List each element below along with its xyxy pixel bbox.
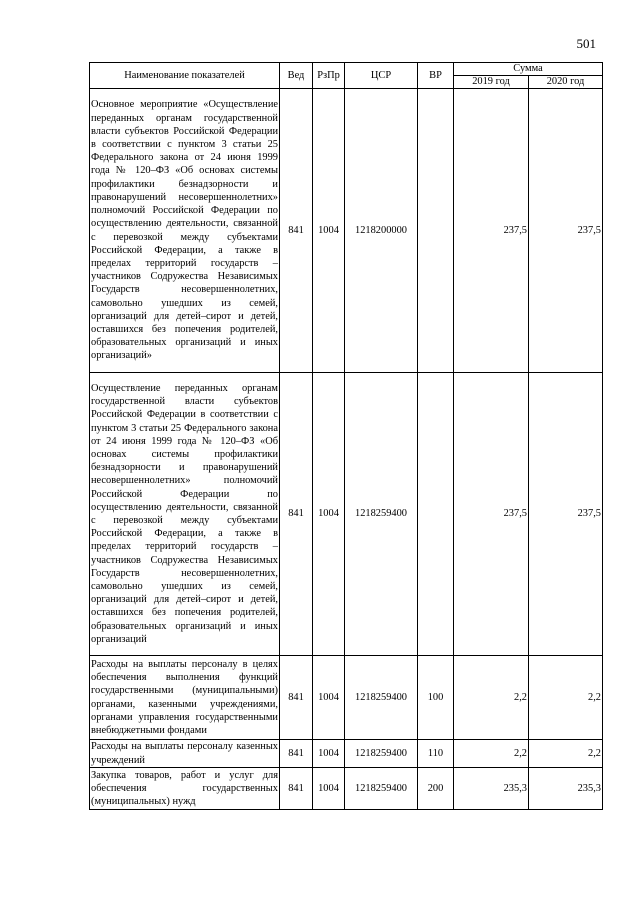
table-row [90,89,603,373]
row-ved: 841 [280,89,313,373]
header-name: Наименование показателей [90,63,280,89]
header-sum: Сумма [454,63,603,76]
row-ved: 841 [280,768,313,810]
row-vr [418,89,454,373]
row-ved: 841 [280,740,313,768]
table-row [90,768,603,810]
table-row [90,373,603,656]
row-sum-2019: 235,3 [454,768,529,810]
row-vr: 110 [418,740,454,768]
page-number: 501 [576,36,596,51]
row-ved: 841 [280,656,313,740]
header-year-2020: 2020 год [529,76,603,89]
header-ved: Вед [280,63,313,89]
row-sum-2020: 235,3 [529,768,603,810]
row-ved: 841 [280,373,313,656]
row-csr: 1218200000 [345,89,418,373]
row-rzpr: 1004 [313,656,345,740]
row-sum-2019: 2,2 [454,740,529,768]
row-rzpr: 1004 [313,768,345,810]
table-row [90,656,603,740]
row-csr: 1218259400 [345,768,418,810]
row-name: Расходы на выплаты персоналу в целях обеспечения выполнения функций государственными (муниципальными) органами, казенными учреждениями, органами управления государственными внебюджетными фондами [90,656,280,740]
header-rzpr: РзПр [313,63,345,89]
row-csr: 1218259400 [345,656,418,740]
row-sum-2020: 2,2 [529,656,603,740]
row-sum-2020: 237,5 [529,373,603,656]
table-header [90,63,603,89]
row-sum-2020: 2,2 [529,740,603,768]
row-csr: 1218259400 [345,373,418,656]
header-csr: ЦСР [345,63,418,89]
header-year-2019: 2019 год [454,76,529,89]
row-rzpr: 1004 [313,740,345,768]
row-name: Основное мероприятие «Осуществление переданных органам государственной власти субъектов Российской Федерации в соответствии с пунктом 3 статьи 25 Федерального закона от 24 июня 1999 года № 120–ФЗ «Об основах системы профилактики безнадзорности и правонарушений несовершеннолетних» полномочий Российской Федерации по осуществлению деятельности, связанной с перевозкой между субъектами Российской Федерации, а также в пределах территорий государств – участников Содружества Независимых Государств несовершеннолетних, самовольно ушедших из семей, организаций для детей–сирот и детей, оставшихся без попечения родителей, образовательных организаций и иных организаций» [90,89,280,373]
row-rzpr: 1004 [313,373,345,656]
row-sum-2019: 237,5 [454,89,529,373]
row-name: Расходы на выплаты персоналу казенных учреждений [91,741,278,766]
row-sum-2020: 237,5 [529,89,603,373]
row-name: Осуществление переданных органам государственной власти субъектов Российской Федерации в соответствии с пунктом 3 статьи 25 Федерального закона от 24 июня 1999 года № 120–ФЗ «Об основах системы профилактики безнадзорности и правонарушений несовершеннолетних» полномочий Российской Федерации по осуществлению деятельности, связанной с перевозкой между субъектами Российской Федерации, а также в пределах территорий государств – участников Содружества Независимых Государств несовершеннолетних, самовольно ушедших из семей, организаций для детей–сирот и детей, оставшихся без попечения родителей, образовательных организаций и иных организаций [90,373,280,656]
row-vr: 200 [418,768,454,810]
row-vr: 100 [418,656,454,740]
row-rzpr: 1004 [313,89,345,373]
row-csr: 1218259400 [345,740,418,768]
row-vr [418,373,454,656]
budget-table [89,62,603,810]
table-row [90,740,603,768]
row-sum-2019: 2,2 [454,656,529,740]
row-sum-2019: 237,5 [454,373,529,656]
header-vr: ВР [418,63,454,89]
row-name: Закупка товаров, работ и услуг для обеспечения государственных (муниципальных) нужд [90,768,280,810]
